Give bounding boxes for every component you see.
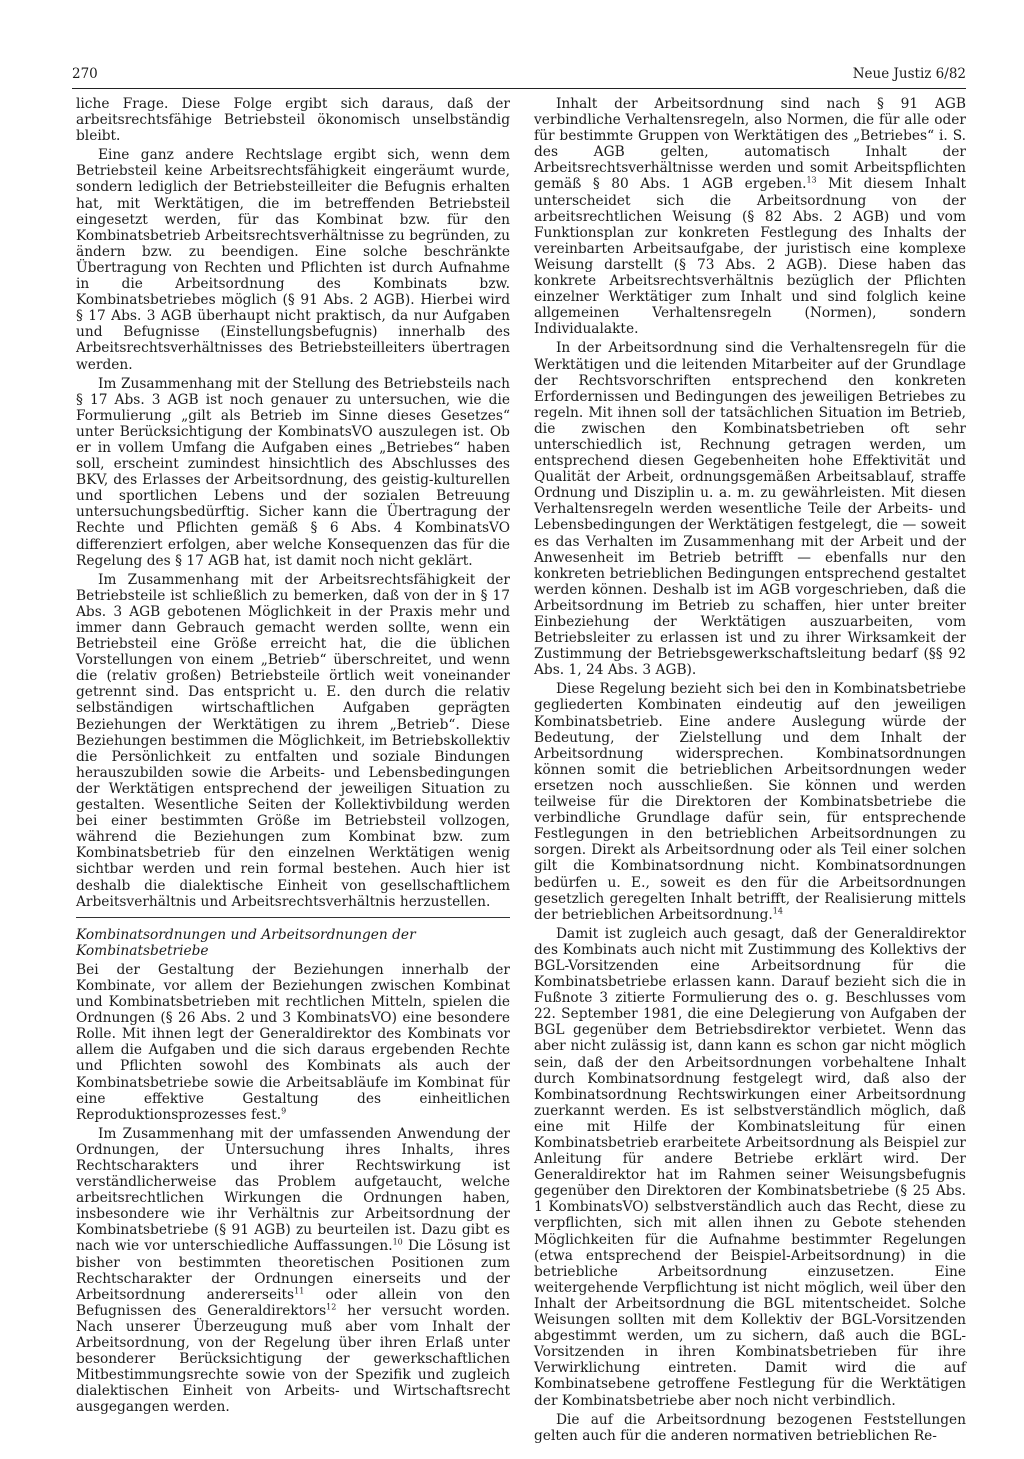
right-column — [534, 96, 966, 1444]
paragraph — [76, 962, 510, 1123]
paragraph: liche Frage. Diese Folge ergibt sich daraus, daß der arbeitsrechtsfähige Betriebsteil ökonomisch unselbständig bleibt. — [76, 96, 510, 145]
paragraph-text: Die Lösung ist bisher von bestimmten theoretischen Positionen zum Rechtscharakter der Ordnungen einerseits und der Arbeitsordnung andererseits — [76, 1238, 510, 1303]
paragraph: Eine ganz andere Rechtslage ergibt sich, wenn dem Betriebsteil keine Arbeitsrechtsfähigkeit eingeräumt wurde, sondern lediglich der Betriebsteilleiter die Befugnis erhalten hat, mit Werktätigen, die im betreffenden Betriebsteil eingesetzt werden, für das Kombinat bzw. für den Kombinatsbetrieb Arbeitsrechtsverhältnisse zu begründen, zu ändern bzw. zu beendigen. Eine solche beschränkte Übertragung von Rechten und Pflichten ist durch Aufnahme in die Arbeitsordnung des Kombinats bzw. Kombinatsbetriebes möglich (§ 91 Abs. 2 AGB). Hierbei wird § 17 Abs. 3 AGB überhaupt nicht praktisch, da nur Aufgaben und Befugnisse (Einstellungsbefugnis) innerhalb des Arbeitsrechtsverhältnisses des Betriebsteilleiters übertragen werden. — [76, 147, 510, 373]
header-rule — [72, 88, 966, 89]
footnote-ref: 10 — [392, 1237, 403, 1247]
paragraph — [534, 681, 966, 922]
paragraph: Im Zusammenhang mit der Stellung des Betriebsteils nach § 17 Abs. 3 AGB ist noch genauer zu untersuchen, wie die Formulierung „gilt als Betrieb im Sinne dieses Gesetzes“ unter Berücksichtigung der KombinatsVO auszulegen ist. Ob er in vollem Umfang die Aufgaben eines „Betriebes“ haben soll, erscheint zumindest hinsichtlich des Abschlusses des BKV, des Erlasses der Arbeitsordnung, des geistig-kulturellen und sportlichen Lebens und der sozialen Betreuung untersuchungsbedürftig. Sicher kann die Übertragung der Rechte und Pflichten gemäß § 6 Abs. 4 KombinatsVO differenziert erfolgen, aber welche Konsequenzen das für die Regelung des § 17 AGB hat, ist damit noch nicht geklärt. — [76, 375, 510, 569]
paragraph-text: her versucht worden. Nach unserer Überzeugung muß aber vom Inhalt der Arbeitsordnung, von der Regelung über ihren Erlaß unter besonderer Berücksichtigung der gewerkschaftlichen Mitbestimmungsrechte sowie von der Spezifik und zugleich dialektischen Einheit von Arbeits- und Wirtschaftsrecht ausgegangen werden. — [76, 1302, 510, 1416]
page-header — [72, 66, 966, 90]
section-divider — [76, 917, 510, 918]
section-heading: Kombinatsordnungen und Arbeitsordnungen der Kombinatsbetriebe — [76, 926, 416, 959]
paragraph-text: Diese Regelung bezieht sich bei den in Kombinatsbetriebe gegliederten Kombinaten eindeutig auf den jeweiligen Kombinatsbetrieb. Eine andere Auslegung würde der Bedeutung, der Zielstellung und dem Inhalt der Arbeitsordnung widersprechen. Kombinatsordnungen können somit die betrieblichen Arbeitsordnungen weder ersetzen noch ausschließen. Sie können und werden teilweise für die Direktoren der Kombinatsbetriebe die verbindliche Grundlage dafür sein, für entsprechende Festlegungen in den betrieblichen Arbeitsordnungen zu sorgen. Direkt als Arbeitsordnung oder als Teil einer solchen gilt die Kombinatsordnung nicht. Kombinatsordnungen bedürfen u. E., soweit es den für die Arbeitsordnungen gesetzlich geregelten Inhalt betrifft, der Realisierung mittels der betrieblichen Arbeitsordnung. — [534, 681, 966, 923]
paragraph-text: Inhalt der Arbeitsordnung sind nach § 91 AGB verbindliche Verhaltensregeln, also Normen, die für alle oder für bestimmte Gruppen von Werktätigen des „Betriebes“ i. S. des AGB gelten, automatisch Inhalt der Arbeitsrechtsverhältnisse werden und somit Arbeitspflichten gemäß § 80 Abs. 1 AGB ergeben. — [534, 96, 966, 193]
footnote-ref: 11 — [294, 1286, 305, 1296]
paragraph-text: Bei der Gestaltung der Beziehungen innerhalb der Kombinate, vor allem der Beziehungen zwischen Kombinat und Kombinatsbetrieben mit rechtlichen Mitteln, spielen die Ordnungen (§ 26 Abs. 2 und 3 KombinatsVO) eine besondere Rolle. Mit ihnen legt der Generaldirektor des Kombinats vor allem die Aufgaben und die sich daraus ergebenden Rechte und Pflichten sowohl des Kombinats als auch der Kombinatsbetriebe sowie die Arbeitsabläufe im Kombinat für eine effektive Gestaltung des einheitlichen Reproduktionsprozesses fest. — [76, 961, 510, 1123]
footnote-ref: 9 — [281, 1106, 287, 1116]
paragraph — [534, 96, 966, 337]
footnote-ref: 14 — [772, 906, 783, 916]
page-number: 270 — [72, 66, 98, 82]
paragraph-text: oder allein von den Befugnissen des Generaldirektors — [76, 1286, 510, 1319]
footnote-ref: 13 — [806, 175, 817, 185]
journal-issue: Neue Justiz 6/82 — [852, 66, 966, 82]
paragraph: In der Arbeitsordnung sind die Verhaltensregeln für die Werktätigen und die leitenden Mitarbeiter auf der Grundlage der Rechtsvorschriften entsprechend den konkreten Erfordernissen und Bedingungen des jeweiligen Betriebes zu regeln. Mit ihnen soll der tatsächlichen Situation im Betrieb, die zwischen den Kombinatsbetrieben oft sehr unterschiedlich ist, Rechnung getragen werden, um entsprechend diesen Gegebenheiten hohe Effektivität und Qualität der Arbeit, ordnungsgemäßen Arbeitsablauf, straffe Ordnung und Disziplin u. a. m. zu gewährleisten. Mit diesen Verhaltensregeln werden wesentliche Teile der Arbeits- und Lebensbedingungen der Werktätigen festgelegt, die — soweit es das Verhalten im Zusammenhang mit der Arbeit und der Anwesenheit im Betrieb betrifft — ebenfalls nur den konkreten betrieblichen Bedingungen entsprechend gestaltet werden können. Deshalb ist im AGB vorgeschrieben, daß die Arbeitsordnung im Betrieb zu schaffen, hier unter breiter Einbeziehung der Werktätigen auszuarbeiten, vom Betriebsleiter zu erlassen ist und zu ihrer Wirksamkeit der Zustimmung der Betriebsgewerkschaftsleitung bedarf (§§ 92 Abs. 1, 24 Abs. 3 AGB). — [534, 340, 966, 679]
paragraph-text: Mit diesem Inhalt unterscheidet sich die Arbeitsordnung von der arbeitsrechtlichen Weisung (§ 82 Abs. 2 AGB) und vom Funktionsplan zur konkreten Festlegung des Inhalts der vereinbarten Arbeitsaufgabe, der juristisch eine komplexe Weisung darstellt (§ 73 Abs. 2 AGB). Diese haben das konkrete Arbeitsrechtsverhältnis bezüglich der Pflichten einzelner Werktätiger zum Inhalt und sind folglich keine allgemeinen Verhaltensregeln (Normen), sondern Individualakte. — [534, 176, 966, 338]
paragraph — [76, 1126, 510, 1416]
footnote-ref: 12 — [326, 1302, 337, 1312]
left-column — [76, 96, 510, 1416]
paragraph: Damit ist zugleich auch gesagt, daß der Generaldirektor des Kombinats auch nicht mit Zustimmung des Kollektivs der BGL-Vorsitzenden eine Arbeitsordnung für die Kombinatsbetriebe erlassen kann. Darauf bezieht sich die in Fußnote 3 zitierte Formulierung des o. g. Beschlusses vom 22. September 1981, die eine Delegierung von Aufgaben der BGL gegenüber dem Betriebsdirektor verbietet. Wenn das aber nicht zulässig ist, dann kann es schon gar nicht möglich sein, daß der den Arbeitsordnungen vorbehaltene Inhalt durch Kombinatsordnung festgelegt wird, daß also der Kombinatsordnung Rechtswirkungen einer Arbeitsordnung zuerkannt werden. Es ist selbstverständlich möglich, daß eine mit Hilfe der Kombinatsleitung für einen Kombinatsbetrieb erarbeitete Arbeitsordnung als Beispiel zur Anleitung für andere Betriebe erklärt wird. Der Generaldirektor hat im Rahmen seiner Weisungsbefugnis gegenüber den Direktoren der Kombinatsbetriebe (§ 25 Abs. 1 KombinatsVO) selbstverständlich auch das Recht, diese zu verpflichten, sich mit allen ihnen zu Gebote stehenden Möglichkeiten für die Aufnahme bestimmter Regelungen (etwa entsprechend der Beispiel-Arbeitsordnung) in die betriebliche Arbeitsordnung einzusetzen. Eine weitergehende Verpflichtung ist nicht möglich, weil über den Inhalt der Arbeitsordnung die BGL mitentscheidet. Solche Weisungen sollten mit dem Kollektiv der BGL-Vorsitzenden abgestimmt werden, um zu sichern, daß auch die BGL-Vorsitzenden in ihren Kombinatsbetrieben für ihre Verwirklichung eintreten. Damit wird die auf Kombinatsebene getroffene Festlegung für die Werktätigen der Kombinatsbetriebe aber noch nicht verbindlich. — [534, 925, 966, 1409]
paragraph-text: Im Zusammenhang mit der umfassenden Anwendung der Ordnungen, der Untersuchung ihres Inhalts, ihres Rechtscharakters und ihrer Rechtswirkung ist verständlicherweise das Problem aufgetaucht, welche arbeitsrechtlichen Wirkungen die Ordnungen haben, insbesondere wie ihr Verhältnis zur Arbeitsordnung der Kombinatsbetriebe (§ 91 AGB) zu beurteilen ist. Dazu gibt es nach wie vor unterschiedliche Auffassungen. — [76, 1125, 510, 1255]
paragraph: Die auf die Arbeitsordnung bezogenen Feststellungen gelten auch für die anderen normativen betrieblichen Re- — [534, 1411, 966, 1444]
paragraph: Im Zusammenhang mit der Arbeitsrechtsfähigkeit der Betriebsteile ist schließlich zu bemerken, daß von der in § 17 Abs. 3 AGB gebotenen Möglichkeit in der Praxis mehr und immer dann Gebrauch gemacht werden sollte, wenn ein Betriebsteil eine Größe erreicht hat, die die üblichen Vorstellungen von einem „Betrieb“ überschreitet, und wenn die (relativ großen) Betriebsteile örtlich weit voneinander getrennt sind. Das entspricht u. E. den durch die relativ selbständigen wirtschaftlichen Aufgaben geprägten Beziehungen der Werktätigen zu ihrem „Betrieb“. Diese Beziehungen bestimmen die Möglichkeit, im Betriebskollektiv die Persönlichkeit zu entfalten und soziale Bindungen herauszubilden sowie die Arbeits- und Lebensbedingungen der Werktätigen entsprechend der jeweiligen Situation zu gestalten. Wesentliche Seiten der Kollektivbildung werden bei einer bestimmten Größe im Betriebsteil vollzogen, während die Beziehungen zum Kombinat bzw. zum Kombinatsbetrieb für den einzelnen Werktätigen wenig sichtbar werden und rein formal bestehen. Auch hier ist deshalb die dialektische Einheit von gesellschaftlichem Arbeitsverhältnis und Arbeitsrechtsverhältnis herzustellen. — [76, 571, 510, 910]
